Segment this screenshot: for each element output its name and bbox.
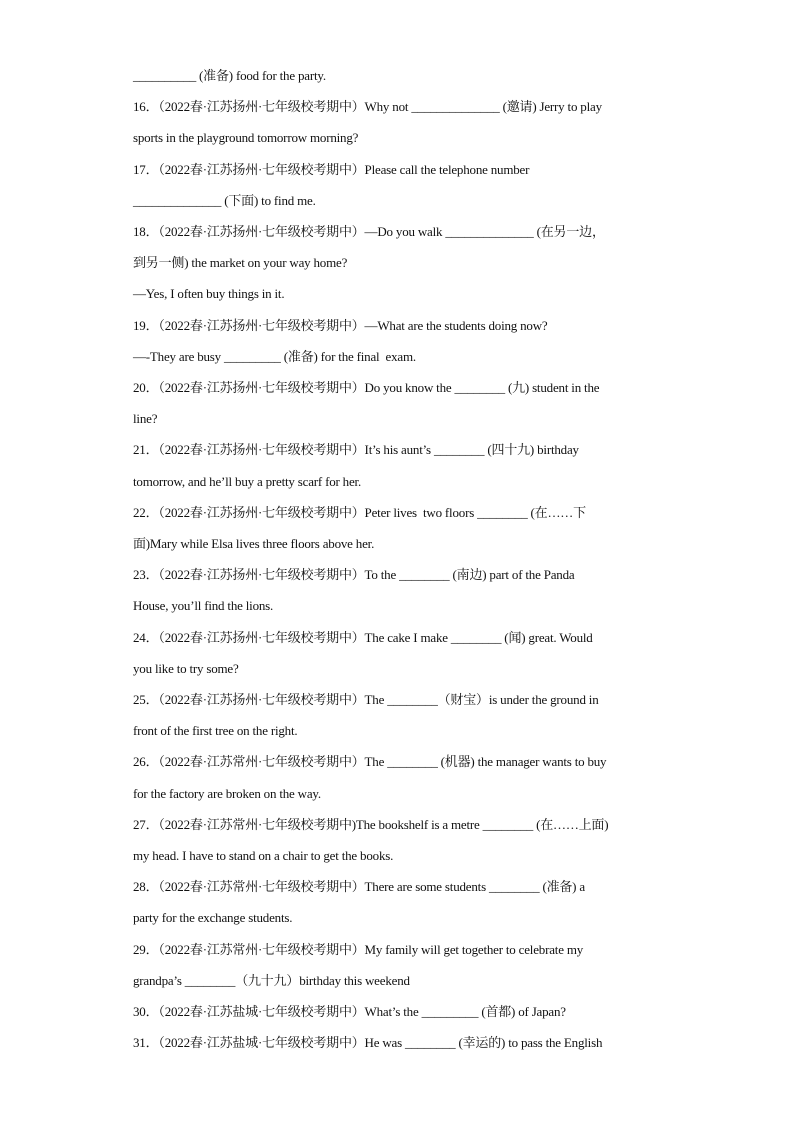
document-line: 25．（2022春·江苏扬州·七年级校考期中）The ________（财宝）is under the ground in	[133, 692, 599, 707]
document-line: 21．（2022春·江苏扬州·七年级校考期中）It’s his aunt’s ________ (四十九) birthday	[133, 442, 579, 458]
document-line: 22．（2022春·江苏扬州·七年级校考期中）Peter lives two floors ________ (在……下	[133, 504, 586, 520]
document-line: you like to try some?	[133, 660, 239, 676]
document-line: 18．（2022春·江苏扬州·七年级校考期中）—Do you walk ______________ (在另一边，	[133, 224, 605, 239]
document-line: 24．（2022春·江苏扬州·七年级校考期中）The cake I make ________ (闻) great. Would	[133, 629, 593, 645]
document-line: 16．（2022春·江苏扬州·七年级校考期中）Why not ______________ (邀请) Jerry to play	[133, 99, 602, 115]
document-line: 27．（2022春·江苏常州·七年级校考期中)The bookshelf is a metre ________ (在……上面)	[133, 816, 609, 832]
document-line: 20．（2022春·江苏扬州·七年级校考期中）Do you know the ________ (九) student in the	[133, 380, 600, 395]
document-line: 26．（2022春·江苏常州·七年级校考期中）The ________ (机器) the manager wants to buy	[133, 754, 607, 770]
document-line: for the factory are broken on the way.	[133, 785, 321, 801]
document-line: 28．（2022春·江苏常州·七年级校考期中）There are some students ________ (准备) a	[133, 879, 585, 895]
document-line: tomorrow, and he’ll buy a pretty scarf for her.	[133, 473, 362, 489]
document-line: 19．（2022春·江苏扬州·七年级校考期中）—What are the students doing now?	[133, 317, 548, 333]
document-line: my head. I have to stand on a chair to get the books.	[133, 848, 394, 863]
document-line: ______________ (下面) to find me.	[133, 192, 316, 208]
document-line: —-They are busy _________ (准备) for the final exam.	[133, 348, 416, 364]
document-line: 31．（2022春·江苏盐城·七年级校考期中）He was ________ (幸运的) to pass the English	[133, 1035, 603, 1051]
document-line: party for the exchange students.	[133, 910, 293, 926]
document-line: —Yes, I often buy things in it.	[133, 286, 285, 302]
document-line: line?	[133, 411, 158, 427]
document-line: 30．（2022春·江苏盐城·七年级校考期中）What’s the _________ (首都) of Japan?	[133, 1004, 566, 1019]
document-line: 到另一侧) the market on your way home?	[133, 255, 348, 271]
document-line: 17．（2022春·江苏扬州·七年级校考期中）Please call the telephone number	[133, 161, 530, 177]
document-line: House, you’ll find the lions.	[133, 598, 274, 614]
document-line: __________ (准备) food for the party.	[133, 68, 326, 83]
document-line: 23．（2022春·江苏扬州·七年级校考期中）To the ________ (南边) part of the Panda	[133, 567, 575, 583]
document-line: front of the first tree on the right.	[133, 723, 298, 739]
document-line: 29．（2022春·江苏常州·七年级校考期中）My family will get together to celebrate my	[133, 941, 584, 957]
document-line: sports in the playground tomorrow morning?	[133, 130, 359, 146]
document-line: 面)Mary while Elsa lives three floors above her.	[133, 536, 375, 551]
document-line: grandpa’s ________（九十九）birthday this weekend	[133, 972, 410, 988]
